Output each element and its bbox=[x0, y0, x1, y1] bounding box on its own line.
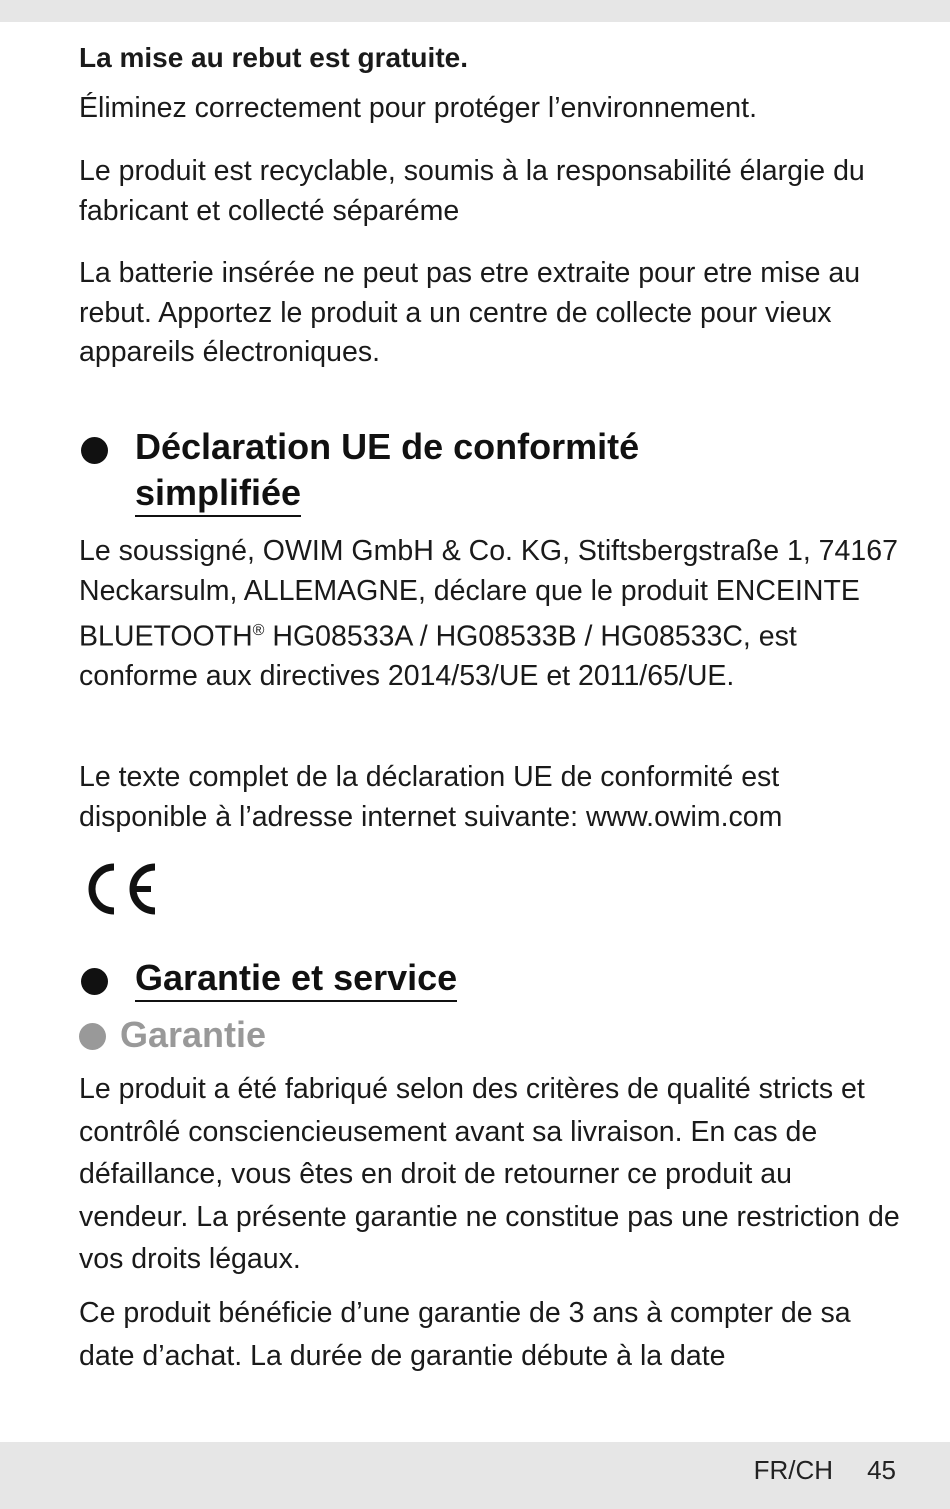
warranty-subheading bbox=[79, 1012, 266, 1058]
declaration-text-1: Le soussigné, OWIM GmbH & Co. KG, Stiftsbergstraße 1, 74167 Neckarsulm, ALLEMAGNE, déclare que le produit ENCEINTE BLUETOOTH bbox=[79, 535, 898, 653]
disposal-paragraph-3: La batterie insérée ne peut pas etre extraite pour etre mise au rebut. Apportez le produit a un centre de collecte pour vieux appareils électroniques. bbox=[79, 257, 861, 368]
declaration-heading-line2: simplifiée bbox=[135, 471, 301, 517]
declaration-text-2: HG08533A / HG08533B / HG08533C, est conforme aux directives 2014/53/UE et 2011/65/UE. bbox=[79, 620, 797, 692]
page-footer bbox=[754, 1452, 896, 1488]
disposal-paragraph-1: Éliminez correctement pour protéger l’environnement. bbox=[79, 92, 757, 124]
ce-mark-icon bbox=[78, 862, 158, 916]
warranty-subheading-text: Garantie bbox=[120, 1014, 267, 1055]
warranty-paragraph-2: Ce produit bénéficie d’une garantie de 3 ans à compter de sa date d’achat. La durée de garantie débute à la date bbox=[79, 1297, 851, 1372]
warranty-paragraph-1: Le produit a été fabriqué selon des critères de qualité stricts et contrôlé consciencieusement avant sa livraison. En cas de défaillance, vous êtes en droit de retourner ce produit au vendeur. La présente garantie ne constitue pas une restriction de vos droits légaux. bbox=[79, 1073, 900, 1275]
bullet-dot-icon bbox=[79, 1023, 106, 1050]
page-number: 45 bbox=[867, 1455, 896, 1485]
declaration-heading bbox=[79, 424, 639, 517]
declaration-paragraph-1 bbox=[79, 532, 909, 697]
disposal-paragraph-2: Le produit est recyclable, soumis à la responsabilité élargie du fabricant et collecté séparéme bbox=[79, 155, 865, 227]
warranty-heading-text: Garantie et service bbox=[135, 956, 457, 1002]
bullet-dot-icon bbox=[81, 437, 108, 464]
warranty-heading bbox=[79, 955, 457, 1002]
declaration-heading-line1: Déclaration UE de conformité bbox=[135, 426, 640, 467]
footer-region: FR/CH bbox=[753, 1455, 834, 1485]
disposal-heading: La mise au rebut est gratuite. bbox=[79, 42, 468, 73]
bullet-dot-icon bbox=[81, 968, 108, 995]
trademark-symbol: ® bbox=[252, 622, 265, 639]
top-band bbox=[0, 0, 950, 22]
declaration-paragraph-2: Le texte complet de la déclaration UE de conformité est disponible à l’adresse internet suivante: www.owim.com bbox=[79, 761, 783, 833]
